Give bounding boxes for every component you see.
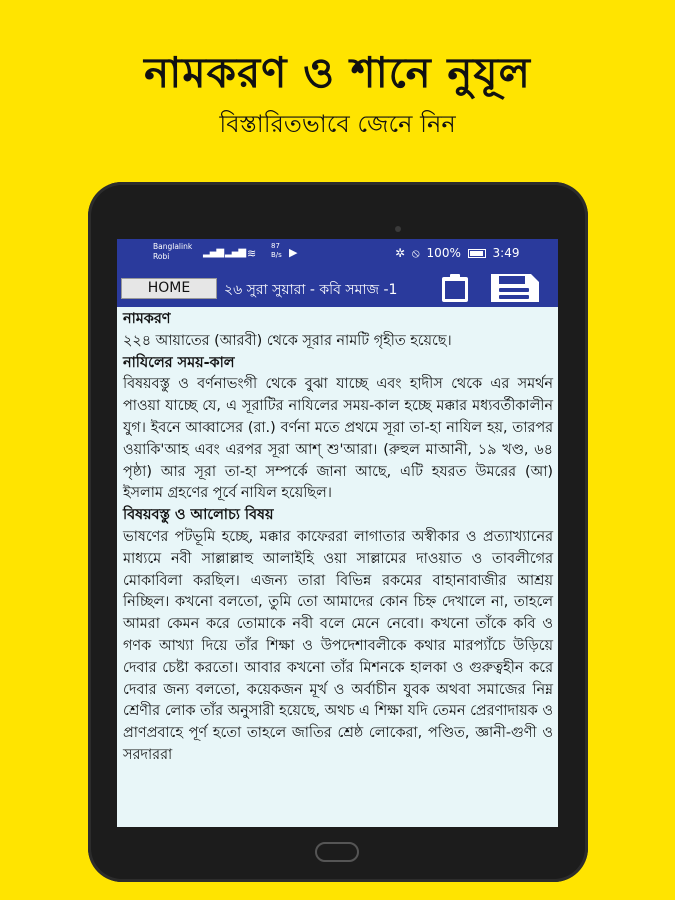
play-icon: ▶	[289, 246, 298, 259]
app-bar	[117, 267, 558, 307]
vibrate-icon: ✲	[395, 246, 406, 260]
status-bar	[117, 239, 558, 267]
app-screen	[117, 239, 558, 827]
tablet-frame	[88, 182, 588, 882]
net-speed-value: 87	[271, 242, 280, 250]
app-title: ২৬ সুরা সুয়ারা - কবি সমাজ -1	[224, 282, 398, 298]
section-body: বিষয়বস্তু ও বর্ণনাভংগী থেকে বুঝা যাচ্ছে এবং হাদীস থেকে এর সমর্থন পাওয়া যাচ্ছে যে, এ সূরাটির নাযিলের সময়-কাল হচ্ছে মক্কার মধ্যবর্তীকালীন যুগ। ইবনে আব্বাসের (রা.) বর্ণনা মতে প্রথমে সূরা তা-হা নাযিল হয়, তারপর ওয়াকি'আহ এবং এরপর সূরা আশ্ শু'আরা। (রুহুল মাআনী, ১৯ খণ্ড, ৬৪ পৃষ্ঠা) আর সূরা তা-হা সম্পর্কে জানা আছে, এটি হযরত উমরের (আ) ইসলাম গ্রহণের পূর্বে নাযিল হয়েছিল।	[123, 376, 553, 502]
tablet-home-key[interactable]	[315, 842, 359, 862]
carrier-2: Robi	[153, 252, 170, 261]
alarm-off-icon: ⦸	[411, 246, 420, 260]
clipboard-icon[interactable]	[439, 273, 471, 303]
section-body: ভাষণের পটভূমি হচ্ছে, মক্কার কাফেররা লাগাতার অস্বীকার ও প্রত্যাখ্যানের মাধ্যমে নবী সাল্লাল্লাহু আলাইহি ওয়া সাল্লামের দাওয়াত ও তাবলীগের মোকাবিলা করছিল। এজন্য তারা বিভিন্ন রকমের বাহানাবাজীর আশ্রয় নিচ্ছিল। কখনো বলতো, তুমি তো আমাদের কোন চিহ্ন দেখালে না, তাহলে আমরা কেমন করে তোমাকে নবী বলে মেনে নেবো। কখনো তাঁকে কবি ও গণক আখ্যা দিয়ে তাঁর শিক্ষা ও উপদেশাবলীকে কথার মারপ্যাঁচে উড়িয়ে দেবার চেষ্টা করতো। আবার কখনো তাঁর মিশনকে হালকা ও গুরুত্বহীন করে দেবার জন্য বলতো, কয়েকজন মূর্খ ও অর্বাচীন যুবক অথবা সমাজের নিম্ন শ্রেণীর লোক তাঁর অনুসারী হয়েছে, অথচ এ শিক্ষা যদি তেমন প্রেরণাদায়ক ও প্রাণপ্রবাহে পূর্ণ হতো তাহলে জাতির শ্রেষ্ঠ লোকেরা, পণ্ডিত, জ্ঞানী-গুণী ও সরদাররা	[123, 528, 553, 763]
battery-percent: 100%	[426, 246, 461, 260]
section-heading: নাযিলের সময়-কাল	[123, 354, 235, 371]
article-content	[123, 309, 553, 827]
promo-title: নামকরণ ও শানে নুযূল	[144, 48, 531, 97]
section-heading: নামকরণ	[123, 311, 171, 327]
clock: 3:49	[492, 246, 520, 260]
net-speed	[271, 242, 282, 260]
signal-icon-2: ▂▄▆	[225, 247, 246, 258]
wifi-icon: ≋	[247, 247, 256, 260]
camera-icon	[395, 226, 401, 232]
promo-subtitle: বিস্তারিতভাবে জেনে নিন	[219, 110, 456, 138]
battery-icon	[468, 249, 486, 258]
save-icon[interactable]	[489, 272, 541, 304]
carrier-1: Banglalink	[153, 242, 193, 251]
carrier-label	[153, 242, 192, 262]
signal-icon: ▂▄▆	[203, 247, 224, 258]
section-heading: বিষয়বস্তু ও আলোচ্য বিষয়	[123, 507, 274, 524]
section-body: ২২৪ আয়াতের (আরবী) থেকে সূরার নামটি গৃহীত হয়েছে।	[123, 332, 452, 349]
status-right	[395, 246, 522, 261]
home-button[interactable]: HOME	[121, 278, 217, 299]
net-speed-unit: B/s	[271, 251, 282, 259]
